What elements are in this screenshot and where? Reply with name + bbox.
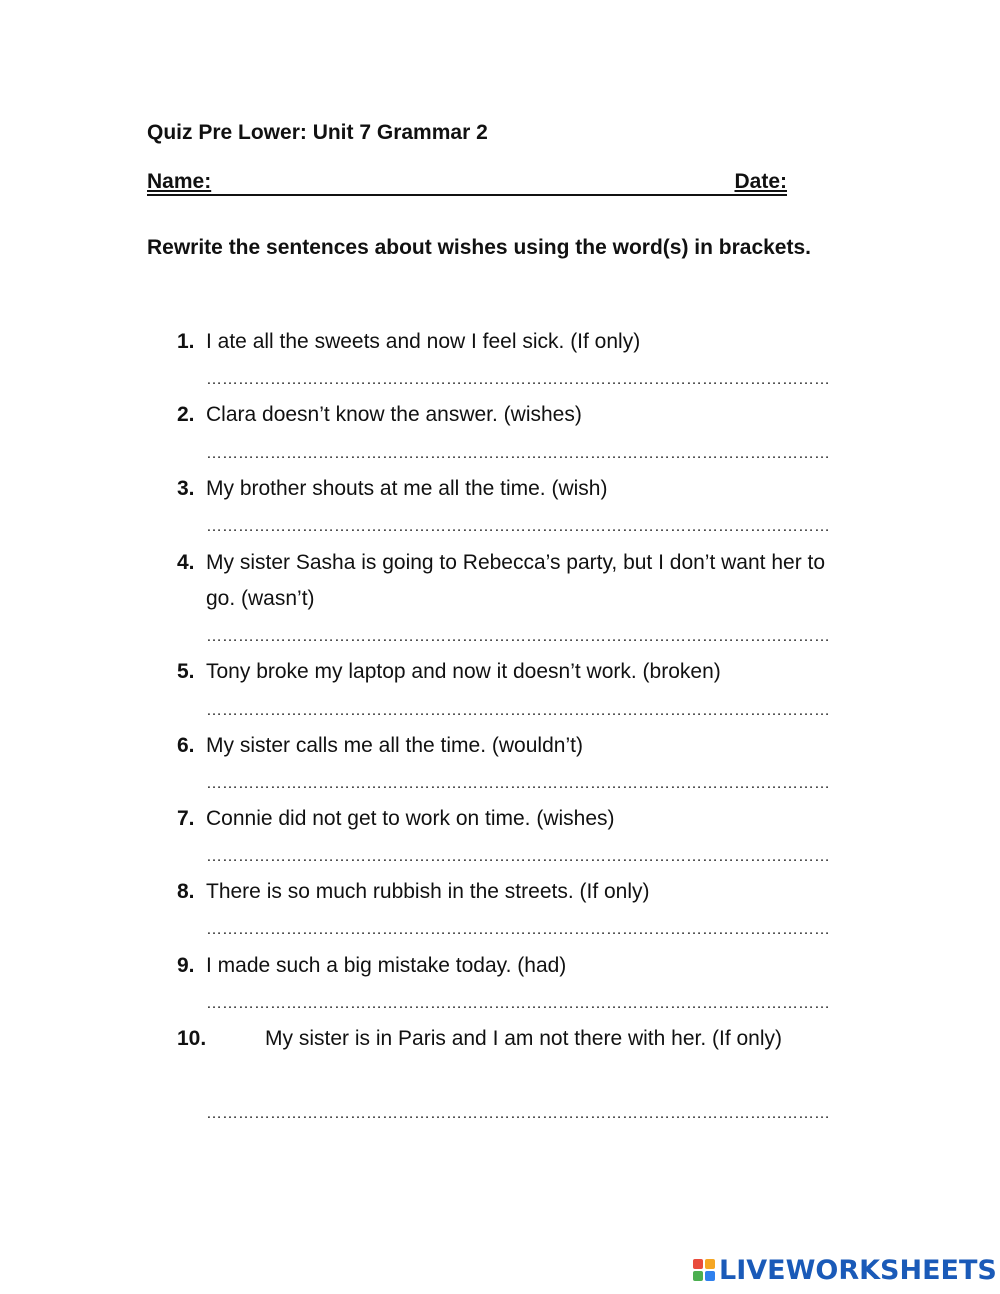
logo-text: LIVEWORKSHEETS	[719, 1254, 997, 1286]
question-text: There is so much rubbish in the streets. (If only)	[206, 880, 650, 903]
question-number: 10.	[177, 1027, 207, 1050]
answer-dots[interactable]: ………………………………………………………………………………………………………	[206, 628, 830, 645]
answer-dots[interactable]: ………………………………………………………………………………………………………	[206, 371, 830, 388]
question-number: 7.	[177, 807, 195, 830]
question-text: Clara doesn’t know the answer. (wishes)	[206, 403, 582, 426]
question-text: My sister Sasha is going to Rebecca’s party, but I don’t want her to go. (wasn’t)	[206, 551, 826, 610]
question-number: 8.	[177, 880, 195, 903]
answer-dots[interactable]: ………………………………………………………………………………………………………	[206, 445, 830, 462]
question-number: 5.	[177, 660, 195, 683]
answer-dots[interactable]: ………………………………………………………………………………………………………	[206, 848, 830, 865]
liveworksheets-logo	[693, 1254, 997, 1286]
question-number: 1.	[177, 330, 195, 353]
question-text: I made such a big mistake today. (had)	[206, 954, 567, 977]
question-text: Connie did not get to work on time. (wishes)	[206, 807, 615, 830]
question-text: My sister is in Paris and I am not there with her. (If only)	[265, 1027, 783, 1050]
answer-dots[interactable]: ………………………………………………………………………………………………………	[206, 775, 830, 792]
instructions: Rewrite the sentences about wishes using the word(s) in brackets.	[147, 236, 811, 259]
question-number: 6.	[177, 734, 195, 757]
question-number: 3.	[177, 477, 195, 500]
page-title: Quiz Pre Lower: Unit 7 Grammar 2	[147, 121, 488, 144]
answer-dots[interactable]: ………………………………………………………………………………………………………	[206, 702, 830, 719]
question-text: Tony broke my laptop and now it doesn’t work. (broken)	[206, 660, 721, 683]
logo-icon	[693, 1259, 715, 1281]
name-label: Name:	[147, 170, 212, 193]
question-number: 9.	[177, 954, 195, 977]
question-text: My brother shouts at me all the time. (wish)	[206, 477, 608, 500]
question-text: My sister calls me all the time. (wouldn’t)	[206, 734, 583, 757]
name-date-line	[147, 170, 787, 196]
question-number: 4.	[177, 551, 195, 574]
answer-dots[interactable]: ………………………………………………………………………………………………………	[206, 518, 830, 535]
question-number: 2.	[177, 403, 195, 426]
question-text: I ate all the sweets and now I feel sick. (If only)	[206, 330, 641, 353]
answer-dots[interactable]: ………………………………………………………………………………………………………	[206, 995, 830, 1012]
date-label: Date:	[734, 170, 787, 193]
answer-dots[interactable]: ………………………………………………………………………………………………………	[206, 921, 830, 938]
answer-dots[interactable]: ………………………………………………………………………………………………………	[206, 1105, 830, 1122]
